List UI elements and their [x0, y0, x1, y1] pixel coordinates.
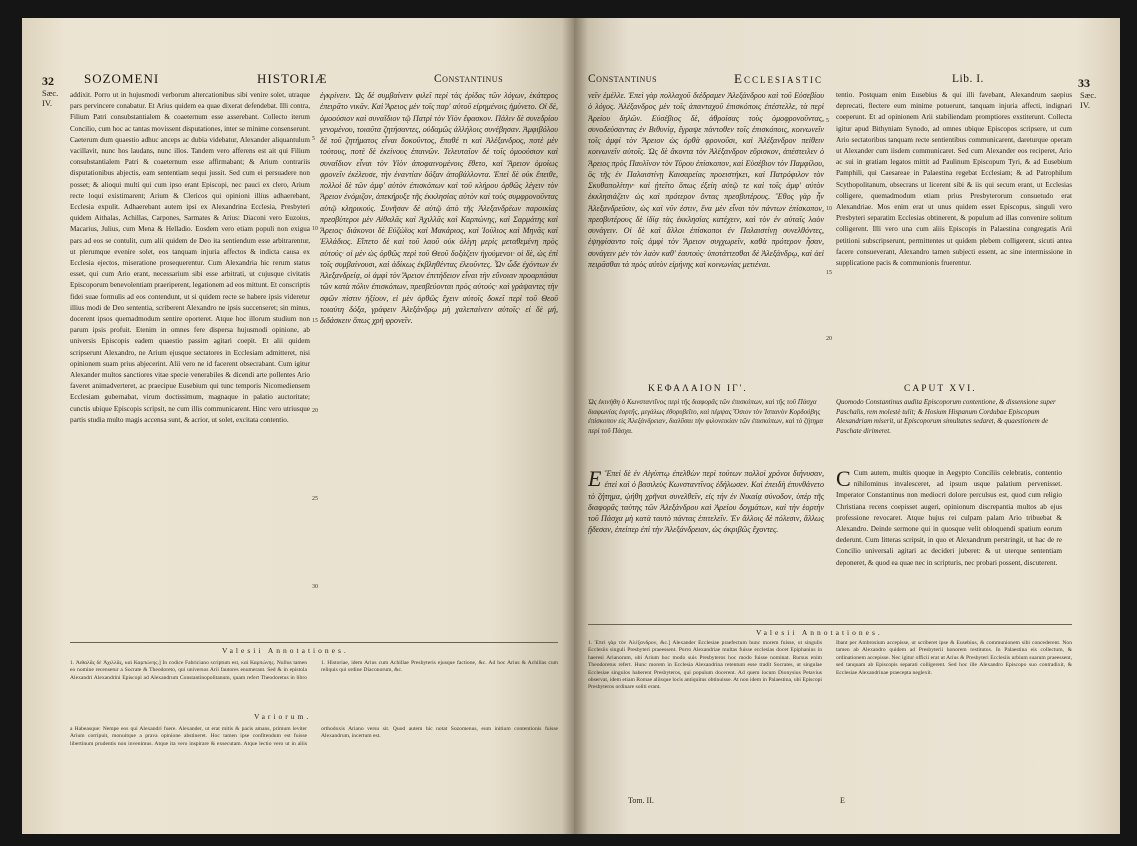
divider [588, 624, 1072, 625]
running-head-center: Ecclesiastic [734, 71, 823, 86]
chapter-title-greek: ΚΕΦΑΛΑΙΟΝ ΙΓ'. [648, 384, 748, 394]
greek-column [320, 90, 558, 635]
margin-label: Sæc. IV. [1080, 90, 1097, 110]
page-number: 33 [1078, 76, 1090, 90]
right-page: Constantinus Ecclesiastic Lib. I. 33 Sæc. IV. νεῖν ἐμέλλε. Ἐπεὶ γὰρ πολλαχοῦ διέδραμεν Ἀλεξάνδρου καὶ τοῦ Εὐσεβίου ὁ λόγος. Ἀλέξανδρος μὲν τοῖς ἁπανταχοῦ ἐπισκόποις ἐπέστελλε, τὰ περὶ Ἀρείου δηλῶν. Εὐσέβιος δὲ, ἀθροίσας τοὺς ὁμοφρονοῦντας, συνοδεύσαντας ἐν Βιθυνίᾳ, ἔγραψε πάντοθεν τοῖς ἐπισκόποις, κοινωνεῖν τοῖς ἀμφὶ τὸν Ἄρειον ὡς ὀρθὰ φρονοῦσι, καὶ Ἀλέξανδρον πείθειν κοινωνεῖν αὐτοῖς. Ὡς δὲ ἄκοντα τὸν Ἀλέξανδρον εὕρισκον, ἀπέστειλεν ὁ Ἄρειος πρὸς Παυλῖνον τὸν Τύρου ἐπίσκοπον, καὶ Εὐσέβιον τὸν Παμφίλου, ὃς τῆς ἐν Παλαιστίνῃ Καισαρείας προειστήκει, καὶ Πατρόφιλον τὸν Σκυθοπολίτην· καὶ ᾐτεῖτο ὅπως ἐξείη αὐτῷ τε καὶ τοῖς ἀμφ' αὐτὸν ἐκκλησιάζειν ὡς καὶ πρότερον ὄντας πρεσβυτέρους. Ἔθος γὰρ ἦν Ἀλεξανδρεῦσιν, ὡς καὶ νῦν ἐστιν, ἕνα μὲν εἶναι τὸν πάντων ἐπίσκοπον, πρεσβυτέρους δὲ ἰδίᾳ τὰς ἐκκλησίας κατέχειν, καὶ τὸν ἐν αὐταῖς λαὸν συνάγειν. Οἱ δὲ καὶ ἄλλοι ἐπίσκοποι ἐν Παλαιστίνῃ συνελθόντες, ἐψηφίσαντο τοῖς ἀμφὶ τὸν Ἄρειον συγχωρεῖν, καθὰ πρότερον ἦσαν, συνάγειν μὲν τὸν λαὸν καθ' ἑαυτούς· ὑποτάττεσθαι δὲ Ἀλεξάνδρῳ, καὶ ἀεὶ πειρᾶσθαι τὰ πρὸς αὐτὸν εἰρήνης καὶ κοινωνίας μετιέναι. tentio. Postquam enim Eusebius & qui illi favebant, Alexandrum saepius deprecati, flectere eum minime potuerunt, tanquam injuria affecti, indignari coeperunt. Et ad opinionem Arii stabiliendam promptiores exstiterunt. Collecta igitur apud Bithyniam Synodo, ad omnes ubique Episcopos scripsere, ut cum Ario sectatoribus tanquam recte sentientibus communicarent, dareturque operam ut Alexander cum iisdem communicaret. Sed cum Alexander eos reciperet, Ario ac sui in gratiam legatos mittit ad Paulinum Episcopum Tyri, & ad Eusebium Pamphili, qui Caesareae in Palaestina regebat Ecclesiam; & ad Patrophilum Scythopolitanum, obsecrans ut licerent sibi & iis qui secum erant, ut Ecclesias colligere, quemadmodum etiam prius Presbyterorum consuetudo erat Alexandriae. Mos enim erat ut unus quidem esset Episcopus, singuli vero Presbyteri separatim Ecclesias obtinerent, & populum ad illas convenire solitum colligerent. Illi vero una cum aliis Episcopis in Palaestina congregatis Arii petitioni subscripserunt, permittentes ut quidem plebem colligerent, sicuti antea facere consueverant, Alexandro tamen subjecti essent, ac sine intermissione in supplicatione pacis & communionis fruerentur. 5 10 15 20 ΚΕΦΑΛΑΙΟΝ ΙΓ'. CAPUT XVI. Ὡς ἐκινήθη ὁ Κωνσταντῖνος περὶ τῆς διαφορᾶς τῶν ἐπισκόπων, καὶ τῆς τοῦ Πάσχα διαφωνίας ἑορτῆς, μεγάλως ἐθορυβεῖτο, καὶ πέμψας Ὅσιον τὸν Ἱσπανὸν Κορδούβης ἐπίσκοπον εἰς Ἀλεξάνδρειαν, διαλῦσαι τὴν φιλονεικίαν τῶν ἐπισκόπων, καὶ τὸ ζήτημα περὶ τοῦ Πάσχα. Quomodo Constantinus audita Episcoporum contentione, & dissensione super Paschalis, rem molestè tulit; & Hosium Hispanum Cordubae Episcopum Alexandriam miserit, ut Episcoporum simultates sedaret, & quaestionem de Paschate dirimeret. Ε Ἔπεὶ δὲ ἐν Αἰγύπτῳ ἐπελθὼν περὶ τούτων πολλοὶ χρόνοι διήνυσαν, ἐπεὶ καὶ ὁ βασιλεὺς Κωνσταντῖνος ἐδήλωσεν. Καὶ ἐπειδὴ ἐπυνθάνετο τὸ ζήτημα, ᾠήθη χρῆναι συνελθεῖν, εἰς τὴν ἐν Νικαίᾳ σύνοδον, ὑπὲρ τῆς διαφορᾶς ταύτης τῶν Ἀλεξάνδρου καὶ Ἀρείου δογμάτων, καὶ τὴν ἑορτὴν τοῦ Πάσχα μὴ κατὰ ταυτὸ πάντας ἐπιτελεῖν. Ἐν ἄλλοις δὲ πόλεσιν, ἄλλως ᾔδεσαν, ἐπείπερ ἐπὶ τὴν Ἀλεξάνδρειαν, ὡς ἀκριβῶς ἔχοντες. C Cum autem, multis quoque in Aegypto Conciliis celebratis, contentio nihilominus invalesceret, ad ipsum usque palatium pervenisset. Imperator Constantinus non mediocri dolore perculsus est, quod cum religio Christiana recens coepisset augeri, opinionum discrepantia multos ab ejus professione revocaret. Atque hujus rei culpam palam Ario tribuebat & Alexandro. Deinde sermone qui in quosque velit obloquendi spatium eorum dederunt. Cum litteras scripsit, in quo et Alexandrum perstringit, ut hac de re Concilio universali agitari ac decideri juberet: & ut uterque sententiam deponeret, & quod ea quae nec in scripturis, nec probari possent, discuterent. Valesii Annotationes. 1. Ἐπεὶ γὰρ τὸν Ἀλέξανδρον, &c.] Alexander Ecclesiae praefectum hunc morem fuisse, ut singulis Ecclesiis singuli Presbyteri praeessent. Porro Alexandriae multas fuisse ecclesias docet Epiphanius in haeresi Arianorum, ubi Arium hoc modo suis Presbyteros hoc modo fuisse nominat. Rursus enim Theodoretus refert. Hunc morem in Ecclesia Alexandrina retentum esse tradit Socrates, ut singulae Ecclesiae singulos haberent Presbyteros, qui populum docerent. Ad quem locum Dionysius Petavius observat, idem etiam Romae aliisque locis antiquitus obtinuisse. At non idem in Palaestina, ubi Episcopi Presbyteros ordinare soliti erant. Ibant per Ambrosium accepisse, ut scriberet ipse & Eusebius, & communionem sibi concederent. Non tamen ab Alexandro quidem ad Presbyterii honorem restitutos. In Palaestina eis collectum, & ordinationem accepisse. Nec igitur officii erat ut Arius & Presbyteri Ecclesiis urbium suarum praeessent, sed tanquam ab Episcopis separati colligerent. Sed hoc ille Alexandro Episcopo suo contradixit, & Ecclesiae Alexandrinae praecepta neglexit. Tom. II. E [574, 18, 1120, 834]
running-head-title: SOZOMENI [84, 71, 160, 86]
latin-column [836, 90, 1072, 374]
running-head-right: Constantinus [434, 73, 504, 85]
greek-column [588, 90, 824, 374]
notes-heading: Valesii Annotationes. [222, 646, 349, 655]
latin-text: addixit. Porro ut in hujusmodi verborum altercationibus sibi venire solet, utraque pars pervincere conabatur. Et Arius quidem ea quae dixerat defendebat. Illi contra, Filium Patri consubstantialem & coaeternum esse asserebant. Collecto iterum Concilio, cum hoc ac tantas movissent disputationes, inter se minime consenserunt. Caeterum dum quaestio adhuc anceps ac dubia videbatur, Alexander aliquantulum vacillavit, nunc hos laudans, nunc illos. Tandem vero afferens est ait qui Filium consubstantialem Patri & coaeternum esse affirmabant; & Arium contrariis disputationibus abjectis, eam sententiam sequi jussit. Sed cum ei persuadere non posset; & alioqui multi qui cum ipso erant Episcopi, nec pauci ex clero, Arium recte loqui existimarent; Arium & Clericos qui opinioni illius adhaerebant, Ecclesia expulit. Adhaerebant autem ipsi ex Alexandrina Ecclesia, Presbyteri quidem Aithalas, Achillas, Carpones, Sarmates & Arius: Diaconi vero Euzoius, Macarius, Julius, cum Mena & Helladio. Eosdem vero etiam populi non exigua pars ad eos se contulit, cum alii quidem de Deo ita sentiendum esse arbitrarentur, ut plerumque evenire solet, eos tanquam injuria affectos & indicta causa ex Ecclesia ejectos, miseratione prosequerentur. Cum Alexandria hic rerum status esset, qui cum Ario erant, necessarium sibi esse arbitrati, ut cujusque civitatis Episcoporum benevolentiam praeriperent, legationem ad eos mittunt. Et conscriptis fidei suae formulis ad eos contendunt, ut si quidem recte se habere ipsis videretur illius modi de Deo sententia, scriberent Alexandro ne ipsis succenseret; sin minus, docerent ipsos quemadmodum sentire oporteret. Atque hoc illorum studium non parum ipsis profuit. Etenim in omnes fere dispersa hujusmodi opinione, ab universis Episcopis eadem quaestio passim agitari coepit. Et alii quidem scripserunt Alexandro, ne Arium ejusque sectatores in Ecclesiam admitteret, nisi opinionem suam prius abjecerint. Alii vero ne id facerent obsecrabant. Cum igitur Alexander multos sanctiores vitae specie venerabiles & dicendi arte pollentes Ario faveret animadverteret, ac praecipue Eusebium qui tunc temporis Nicomediensem Ecclesiam gubernabat, virum doctissimum, magnaque in palatio auctoritate; cunctis ubique Episcopis scripsit, ne cum illis communicarent. Hinc vero utriusque partis studia multo magis accensa sunt, & acrior, ut solet, excitata contentio. [70, 91, 310, 424]
greek-text: νεῖν ἐμέλλε. Ἐπεὶ γὰρ πολλαχοῦ διέδραμεν Ἀλεξάνδρου καὶ τοῦ Εὐσεβίου ὁ λόγος. Ἀλέξανδρος μὲν τοῖς ἁπανταχοῦ ἐπισκόποις ἐπέστελλε, τὰ περὶ Ἀρείου δηλῶν. Εὐσέβιος δὲ, ἀθροίσας τοὺς ὁμοφρονοῦντας, συνοδεύσαντας ἐν Βιθυνίᾳ, ἔγραψε πάντοθεν τοῖς ἐπισκόποις, κοινωνεῖν τοῖς ἀμφὶ τὸν Ἄρειον ὡς ὀρθὰ φρονοῦσι, καὶ Ἀλέξανδρον πείθειν κοινωνεῖν αὐτοῖς. Ὡς δὲ ἄκοντα τὸν Ἀλέξανδρον εὕρισκον, ἀπέστειλεν ὁ Ἄρειος πρὸς Παυλῖνον τὸν Τύρου ἐπίσκοπον, καὶ Εὐσέβιον τὸν Παμφίλου, ὃς τῆς ἐν Παλαιστίνῃ Καισαρείας προειστήκει, καὶ Πατρόφιλον τὸν Σκυθοπολίτην· καὶ ᾐτεῖτο ὅπως ἐξείη αὐτῷ τε καὶ τοῖς ἀμφ' αὐτὸν ἐκκλησιάζειν ὡς καὶ πρότερον ὄντας πρεσβυτέρους. Ἔθος γὰρ ἦν Ἀλεξανδρεῦσιν, ὡς καὶ νῦν ἐστιν, ἕνα μὲν εἶναι τὸν πάντων ἐπίσκοπον, πρεσβυτέρους δὲ ἰδίᾳ τὰς ἐκκλησίας κατέχειν, καὶ τὸν ἐν αὐταῖς λαὸν συνάγειν. Οἱ δὲ καὶ ἄλλοι ἐπίσκοποι ἐν Παλαιστίνῃ συνελθόντες, ἐψηφίσαντο τοῖς ἀμφὶ τὸν Ἄρειον συγχωρεῖν, καθὰ πρότερον ἦσαν, συνάγειν μὲν τὸν λαὸν καθ' ἑαυτούς· ὑποτάττεσθαι δὲ Ἀλεξάνδρῳ, καὶ ἀεὶ πειρᾶσθαι τὰ πρὸς αὐτὸν εἰρήνης καὶ κοινωνίας μετιέναι. [588, 91, 824, 269]
margin-label: Sæc. IV. [42, 88, 59, 108]
chapter-summary-greek: Ὡς ἐκινήθη ὁ Κωνσταντῖνος περὶ τῆς διαφορᾶς τῶν ἐπισκόπων, καὶ τῆς τοῦ Πάσχα διαφωνίας ἑορτῆς, μεγάλως ἐθορυβεῖτο, καὶ πέμψας Ὅσιον τὸν Ἱσπανὸν Κορδούβης ἐπίσκοπον εἰς Ἀλεξάνδρειαν, διαλῦσαι τὴν φιλονεικίαν τῶν ἐπισκόπων, καὶ τὸ ζήτημα περὶ τοῦ Πάσχα. [588, 398, 824, 435]
book-gutter [562, 18, 588, 834]
drop-cap-letter: C [836, 468, 851, 491]
greek-text: ἐγκρίνειν. Ὡς δὲ συμβαίνειν φιλεῖ περὶ τὰς ἐρίδας τῶν λόγων, ἑκάτερος ἐπειρᾶτο νικᾶν. Καὶ Ἄρειος μὲν τοῖς παρ' αὐτοῦ εἰρημένοις ἠμύνετο. Οἱ δὲ, ὁμοούσιον καὶ συναΐδιον τῷ Πατρὶ τὸν Υἱὸν ἔφασκον. Πάλιν δὲ συνεδρίου γενομένου, τοιαῦτα ζητήσαντες, οὐδαμῶς ἀλλήλοις συνέβησαν. Ἀμφιβόλου δὲ τοῦ ζητήματος εἶναι δοκοῦντος, ἔπαθέ τι καὶ Ἀλέξανδρος, ποτὲ μὲν τούτους, ποτὲ δὲ ἐκείνους ἐπαινῶν. Τελευταῖον δὲ τοῖς ὁμοούσιον καὶ συναΐδιον εἶναι τὸν Υἱὸν ἀποφαινομένοις ἔθετο, καὶ Ἄρειον ὁμοίως φρονεῖν ἐκέλευσε, τὴν ἐναντίαν δόξαν ἀποβάλλοντα. Ἐπεὶ δὲ οὐκ ἔπειθε, πολλοὶ δὲ τῶν ἀμφ' αὐτὸν ἐπισκόπων καὶ τοῦ κλήρου ὀρθῶς λέγειν τὸν Ἄρειον ἐνόμιζον, ἀπεκήρυξε τῆς ἐκκλησίας αὐτὸν καὶ τοὺς συμφρονοῦντας αὐτῷ κληρικούς. Συνῆσαν δὲ αὐτῷ ἀπὸ τῆς Ἀλεξανδρέων παροικίας πρεσβύτεροι μὲν Αἰθαλᾶς καὶ Ἀχιλλᾶς καὶ Καρπώνης, καὶ Σαρμάτης καὶ Ἄρειος· διάκονοι δὲ Εὐζώϊος καὶ Μακάριος, καὶ Ἰούλιος καὶ Μηνᾶς καὶ Ἑλλάδιος. Εἵπετο δὲ καὶ τοῦ λαοῦ οὐκ ὀλίγη μερὶς μεταθεμένη πρὸς αὐτούς· οἱ μὲν ὡς ὀρθῶς περὶ τοῦ Θεοῦ δοξάζειν ἡγούμενοι· οἱ δὲ, ὡς ἐπὶ τοῖς συμβαίνουσι, καὶ ἀδίκως ἐκβληθέντας ἐλεοῦντες. Ὧν ὧδε ἐχόντων ἐν Ἀλεξανδρείᾳ, οἱ ἀμφὶ τὸν Ἄρειον ἐπιτήδειον εἶναι τὴν εὔνοιαν προαρπάσαι τῶν κατὰ πόλιν ἐπισκόπων, πρεσβεύονται πρὸς αὐτούς· καὶ γράψαντες τὴν σφῶν πίστιν ἠξίουν, εἰ μὲν ὀρθῶς ἔχειν αὐτοῖς δοκεῖ περὶ τοῦ Θεοῦ τοιαύτη δόξα, γράφειν Ἀλεξάνδρῳ μὴ χαλεπαίνειν αὐτοῖς· εἰ δὲ μή, διδάσκειν ὅπως χρὴ φρονεῖν. [320, 91, 558, 325]
signature-mark: E [840, 796, 845, 805]
notes-text: 1. Ἀιθαλᾶς δὲ Ἀχιλλᾶς, καὶ Καρπώνης.] In codice Fabriciano scriptum est, καὶ Καρπώνης. Nullus tamen eo nomine recensetur a Socrate & Theodoreto, qui universos Arii fautores enumerant. Sed & in epistola Alexandri Alexandrini Episcopi ad Alexandrum Constantinopolitanum, quam refert Theodoretus in libro 1. Historiae, idem Arius cum Achillae Presbyteris ejusque factione, &c. Ad hoc Arius & Achillas cum reliquis qui ordine Diaconorum, &c. [70, 660, 558, 681]
page-number: 32 [42, 74, 54, 88]
divider [70, 642, 558, 643]
volume-label: Tom. II. [628, 796, 654, 805]
drop-cap-letter: Ε [588, 468, 602, 491]
notes-text-right: Ibant per Ambrosium accepisse, ut scriberet ipse & Eusebius, & communionem sibi concederent. Non tamen ab Alexandro quidem ad Presbyterii honorem restitutos. In Palaestina eis collectum, & ordinationem accepisse. Nec igitur officii erat ut Arius & Presbyteri Ecclesiis urbium suarum praeessent, sed tanquam ab Episcopis separati colligerent. Sed hoc ille Alexandro Episcopo suo contradixit, & Ecclesiae Alexandrinae praecepta neglexit. [836, 640, 1072, 676]
chapter-summary-latin: Quomodo Constantinus audita Episcoporum contentione, & dissensione super Paschalis, rem molestè tulit; & Hosium Hispanum Cordubae Episcopum Alexandriam miserit, ut Episcoporum simultates sedaret, & quaestionem de Paschate dirimeret. [836, 398, 1056, 435]
latin-column [70, 90, 310, 635]
latin-chapter-text: Cum autem, multis quoque in Aegypto Conciliis celebratis, contentio nihilominus invalesceret, ad ipsum usque palatium pervenisset. Imperator Constantinus non mediocri dolore perculsus est, quod cum religio Christiana recens coepisset augeri, opinionum discrepantia multos ab ejus professione revocaret. Atque hujus rei culpam palam Ario tribuebat & Alexandro. Deinde sermone qui in quosque velit obloquendi spatium eorum dederunt. Cum litteras scripsit, in quo et Alexandrum perstringit, ut hac de re Concilio universali agitari ac decideri juberet: & ut uterque sententiam deponeret, & quod ea quae nec in scripturis, nec probari possent, discuterent. [836, 469, 1062, 567]
left-page: 32 Sæc. IV. SOZOMENI HISTORIÆ Constantinus addixit. Porro ut in hujusmodi verborum altercationibus sibi venire solet, utraque pars pervincere conabatur. Et Arius quidem ea quae dixerat defendebat. Illi contra, Filium Patri consubstantialem & coaeternum esse asserebant. Collecto iterum Concilio, cum hoc ac tantas movissent disputationes, inter se minime consenserunt. Caeterum dum quaestio adhuc anceps ac dubia videbatur, Alexander aliquantulum vacillavit, nunc hos laudans, nunc illos. Tandem vero afferens est ait qui Filium consubstantialem Patri & coaeternum esse affirmabant; & Arium contrariis disputationibus abjectis, eam sententiam sequi jussit. Sed cum ei persuadere non posset; & alioqui multi qui cum ipso erant Episcopi, nec pauci ex clero, Arium recte loqui existimarent; Arium & Clericos qui opinioni illius adhaerebant, Ecclesia expulit. Adhaerebant autem ipsi ex Alexandrina Ecclesia, Presbyteri quidem Aithalas, Achillas, Carpones, Sarmates & Arius: Diaconi vero Euzoius, Macarius, Julius, cum Mena & Helladio. Eosdem vero etiam populi non exigua pars ad eos se contulit, cum alii quidem de Deo ita sentiendum esse arbitrarentur, ut plerumque evenire solet, eos tanquam injuria affectos & indicta causa ex Ecclesia ejectos, miseratione prosequerentur. Cum Alexandria hic rerum status esset, qui cum Ario erant, necessarium sibi esse arbitrati, ut cujusque civitatis Episcoporum benevolentiam praeriperent, legationem ad eos mittunt. Et conscriptis fidei suae formulis ad eos contendunt, ut si quidem recte se habere ipsis videretur illius modi de Deo sententia, scriberent Alexandro ne ipsis succenseret; sin minus, docerent ipsos quemadmodum sentire oporteret. Atque hoc illorum studium non parum ipsis profuit. Etenim in omnes fere dispersa hujusmodi opinione, ab universis Episcopis eadem quaestio passim agitari coepit. Et alii quidem scripserunt Alexandro, ne Arium ejusque sectatores in Ecclesiam admitteret, nisi opinionem suam prius abjecerint. Alii vero ne id facerent obsecrabant. Cum igitur Alexander multos sanctiores vitae specie venerabiles & dicendi arte pollentes Ario faveret animadverteret, ac praecipue Eusebium qui tunc temporis Nicomediensem Ecclesiam gubernabat, virum doctissimum, magnaque in palatio auctoritate; cunctis ubique Episcopis scripsit, ne cum illis communicarent. Hinc vero utriusque partis studia multo magis accensa sunt, & acrior, ut solet, excitata contentio. ἐγκρίνειν. Ὡς δὲ συμβαίνειν φιλεῖ περὶ τὰς ἐρίδας τῶν λόγων, ἑκάτερος ἐπειρᾶτο νικᾶν. Καὶ Ἄρειος μὲν τοῖς παρ' αὐτοῦ εἰρημένοις ἠμύνετο. Οἱ δὲ, ὁμοούσιον καὶ συναΐδιον τῷ Πατρὶ τὸν Υἱὸν ἔφασκον. Πάλιν δὲ συνεδρίου γενομένου, τοιαῦτα ζητήσαντες, οὐδαμῶς ἀλλήλοις συνέβησαν. Ἀμφιβόλου δὲ τοῦ ζητήματος εἶναι δοκοῦντος, ἔπαθέ τι καὶ Ἀλέξανδρος, ποτὲ μὲν τούτους, ποτὲ δὲ ἐκείνους ἐπαινῶν. Τελευταῖον δὲ τοῖς ὁμοούσιον καὶ συναΐδιον εἶναι τὸν Υἱὸν ἀποφαινομένοις ἔθετο, καὶ Ἄρειον ὁμοίως φρονεῖν ἐκέλευσε, τὴν ἐναντίαν δόξαν ἀποβάλλοντα. Ἐπεὶ δὲ οὐκ ἔπειθε, πολλοὶ δὲ τῶν ἀμφ' αὐτὸν ἐπισκόπων καὶ τοῦ κλήρου ὀρθῶς λέγειν τὸν Ἄρειον ἐνόμιζον, ἀπεκήρυξε τῆς ἐκκλησίας αὐτὸν καὶ τοὺς συμφρονοῦντας αὐτῷ κληρικούς. Συνῆσαν δὲ αὐτῷ ἀπὸ τῆς Ἀλεξανδρέων παροικίας πρεσβύτεροι μὲν Αἰθαλᾶς καὶ Ἀχιλλᾶς καὶ Καρπώνης, καὶ Σαρμάτης καὶ Ἄρειος· διάκονοι δὲ Εὐζώϊος καὶ Μακάριος, καὶ Ἰούλιος καὶ Μηνᾶς καὶ Ἑλλάδιος. Εἵπετο δὲ καὶ τοῦ λαοῦ οὐκ ὀλίγη μερὶς μεταθεμένη πρὸς αὐτούς· οἱ μὲν ὡς ὀρθῶς περὶ τοῦ Θεοῦ δοξάζειν ἡγούμενοι· οἱ δὲ, ὡς ἐπὶ τοῖς συμβαίνουσι, καὶ ἀδίκως ἐκβληθέντας ἐλεοῦντες. Ὧν ὧδε ἐχόντων ἐν Ἀλεξανδρείᾳ, οἱ ἀμφὶ τὸν Ἄρειον ἐπιτήδειον εἶναι τὴν εὔνοιαν προαρπάσαι τῶν κατὰ πόλιν ἐπισκόπων, πρεσβεύονται πρὸς αὐτούς· καὶ γράψαντες τὴν σφῶν πίστιν ἠξίουν, εἰ μὲν ὀρθῶς ἔχειν αὐτοῖς δοκεῖ περὶ τοῦ Θεοῦ τοιαύτη δόξα, γράφειν Ἀλεξάνδρῳ μὴ χαλεπαίνειν αὐτοῖς· εἰ δὲ μή, διδάσκειν ὅπως χρὴ φρονεῖν. 5 10 15 20 25 30 Valesii Annotationes. 1. Ἀιθαλᾶς δὲ Ἀχιλλᾶς, καὶ Καρπώνης.] In codice Fabriciano scriptum est, καὶ Καρπώνης. Nullus tamen eo nomine recensetur a Socrate & Theodoreto, qui universos Arii fautores enumerant. Sed & in epistola Alexandri Alexandrini Episcopi ad Alexandrum Constantinopolitanum, quam refert Theodoretus in libro 1. Historiae, idem Arius cum Achillae Presbyteris ejusque factione, &c. Ad hoc Arius & Achillas cum reliquis qui ordine Diaconorum, &c. Variorum. a Habeasque: Nempe eos qui Alexandri fuere. Alexander, ut erat mitis & pacis amans, primum leviter Arium corripuit, monuitque a prava opinione abstineret. Hoc tamen ipse confitendum est fuisse libertinum prudentis non invenimus. Atque ita vero inspirare & exsecutam. Atque lectio vero ut in aliis orthodoxis Ariano versu sit. Quod autem hic notat Sozomenus, eum initium contentionis fuisse Alexandrum, incertum est. [22, 18, 574, 834]
latin-text: tentio. Postquam enim Eusebius & qui illi favebant, Alexandrum saepius deprecati, flectere eum minime potuerunt, tanquam injuria affecti, indignari coeperunt. Et ad opinionem Arii stabiliendam promptiores exstiterunt. Collecta igitur apud Bithyniam Synodo, ad omnes ubique Episcopos scripsere, ut cum Ario sectatoribus tanquam recte sentientibus communicarent, dareturque operam ut Alexander cum iisdem communicaret. Sed cum Alexander eos reciperet, Ario ac sui in gratiam legatos mittit ad Paulinum Episcopum Tyri, & ad Eusebium Pamphili, qui Caesareae in Palaestina regebat Ecclesiam; & ad Patrophilum Scythopolitanum, obsecrans ut licerent sibi & iis qui secum erant, ut Ecclesias colligere, quemadmodum etiam prius Presbyterorum consuetudo erat Alexandriae. Mos enim erat ut unus quidem esset Episcopus, singuli vero Presbyteri separatim Ecclesias obtinerent, & populum ad illas convenire solitum colligerent. Illi vero una cum aliis Episcopis in Palaestina congregatis Arii petitioni subscripserunt, permittentes ut quidem plebem colligerent, sicuti antea facere consueverant, Alexandro tamen subjecti essent, ac sine intermissione in supplicatione pacis & communionis fruerentur. [836, 91, 1072, 268]
running-head-center: HISTORIÆ [257, 71, 328, 86]
notes-text: 1. Ἐπεὶ γὰρ τὸν Ἀλέξανδρον, &c.] Alexander Ecclesiae praefectum hunc morem fuisse, ut singulis Ecclesiis singuli Presbyteri praeessent. Porro Alexandriae multas fuisse ecclesias docet Epiphanius in haeresi Arianorum, ubi Arium hoc modo suis Presbyteros hoc modo fuisse nominat. Rursus enim Theodoretus refert. Hunc morem in Ecclesia Alexandrina retentum esse tradit Socrates, ut singulae Ecclesiae singulos haberent Presbyteros, qui populum docerent. Ad quem locum Dionysius Petavius observat, idem etiam Romae aliisque locis antiquitus obtinuisse. At non idem in Palaestina, ubi Episcopi Presbyteros ordinare soliti erant. [588, 640, 822, 691]
greek-chapter-text: Ἔπεὶ δὲ ἐν Αἰγύπτῳ ἐπελθὼν περὶ τούτων πολλοὶ χρόνοι διήνυσαν, ἐπεὶ καὶ ὁ βασιλεὺς Κωνσταντῖνος ἐδήλωσεν. Καὶ ἐπειδὴ ἐπυνθάνετο τὸ ζήτημα, ᾠήθη χρῆναι συνελθεῖν, εἰς τὴν ἐν Νικαίᾳ σύνοδον, ὑπὲρ τῆς διαφορᾶς ταύτης τῶν Ἀλεξάνδρου καὶ Ἀρείου δογμάτων, καὶ τὴν ἑορτὴν τοῦ Πάσχα μὴ κατὰ ταυτὸ πάντας ἐπιτελεῖν. Ἐν ἄλλοις δὲ πόλεσιν, ἄλλως ᾔδεσαν, ἐπείπερ ἐπὶ τὴν Ἀλεξάνδρειαν, ὡς ἀκριβῶς ἔχοντες. [588, 469, 824, 535]
variorum-text: a Habeasque: Nempe eos qui Alexandri fuere. Alexander, ut erat mitis & pacis amans, primum leviter Arium corripuit, monuitque a prava opinione abstineret. Hoc tamen ipse confitendum est fuisse libertinum prudentis non invenimus. Atque ita vero inspirare & exsecutam. Atque lectio vero ut in aliis orthodoxis Ariano versu sit. Quod autem hic notat Sozomenus, eum initium contentionis fuisse Alexandrum, incertum est. [70, 726, 558, 747]
latin-chapter-column [836, 468, 1062, 616]
open-book [22, 18, 1120, 834]
running-head-right: Lib. I. [952, 73, 984, 85]
variorum-heading: Variorum. [254, 712, 312, 721]
chapter-title-latin: CAPUT XVI. [904, 384, 977, 394]
running-head-left: Constantinus [588, 73, 658, 85]
notes-heading: Valesii Annotationes. [756, 628, 883, 637]
greek-chapter-column [588, 468, 824, 616]
